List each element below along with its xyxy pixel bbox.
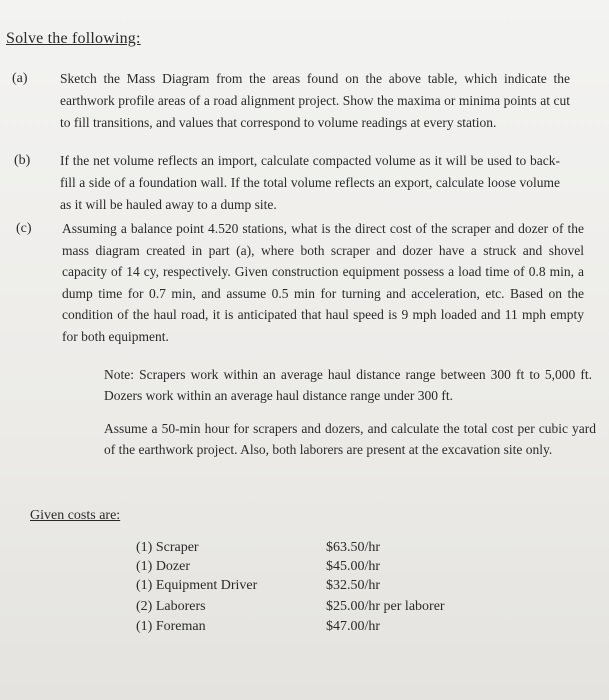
- cost-item-value: $25.00/hr per laborer: [326, 599, 445, 614]
- item-c-text: Assuming a balance point 4.520 stations, what is the direct cost of the scraper and dozer of the mass diagram created in part (a), where both scraper and dozer have a struck and shovel capacity of 14 cy, respectively. Given construction equipment possess a load time of 0.8 min, a dump time for 0.7 min, and assume 0.5 min for turning and acceleration, etc. Based on the condition of the haul road, it is anticipated that haul speed is 9 mph loaded and 11 mph empty for both equipment.: [62, 221, 584, 344]
- item-c-label: (c): [16, 221, 32, 236]
- cost-item-name: (1) Dozer: [136, 559, 191, 574]
- assumption-paragraph: Assume a 50-min hour for scrapers and dozers, and calculate the total cost per cubic yard of the earthwork project. Also, both laborers are present at the excavation site only.: [104, 421, 596, 457]
- cost-item-name: (2) Laborers: [136, 599, 206, 614]
- cost-item-name: (1) Foreman: [136, 619, 206, 634]
- cost-item-value: $47.00/hr: [326, 619, 381, 634]
- item-a-text: Sketch the Mass Diagram from the areas found on the above table, which indicate the earthwork profile areas of a road alignment project. Show the maxima or minima points at cut to fill transitions, and values that correspond to volume readings at every station.: [60, 71, 570, 130]
- item-b-label: (b): [14, 153, 31, 168]
- item-b-text: If the net volume reflects an import, calculate compacted volume as it will be used to back-fill a side of a foundation wall. If the total volume reflects an export, calculate loose volume as it will be hauled away to a dump site.: [60, 153, 560, 212]
- cost-item-value: $45.00/hr: [326, 559, 381, 574]
- cost-item-name: (1) Scraper: [136, 540, 199, 555]
- cost-item-value: $63.50/hr: [326, 540, 381, 555]
- cost-item-name: (1) Equipment Driver: [136, 578, 258, 593]
- costs-title: Given costs are:: [30, 508, 121, 523]
- note-paragraph: Note: Scrapers work within an average haul distance range between 300 ft to 5,000 ft. Dozers work within an average haul distance range under 300 ft.: [104, 367, 592, 403]
- document-heading: Solve the following:: [6, 30, 141, 47]
- cost-item-value: $32.50/hr: [326, 578, 381, 593]
- item-a-label: (a): [12, 71, 28, 86]
